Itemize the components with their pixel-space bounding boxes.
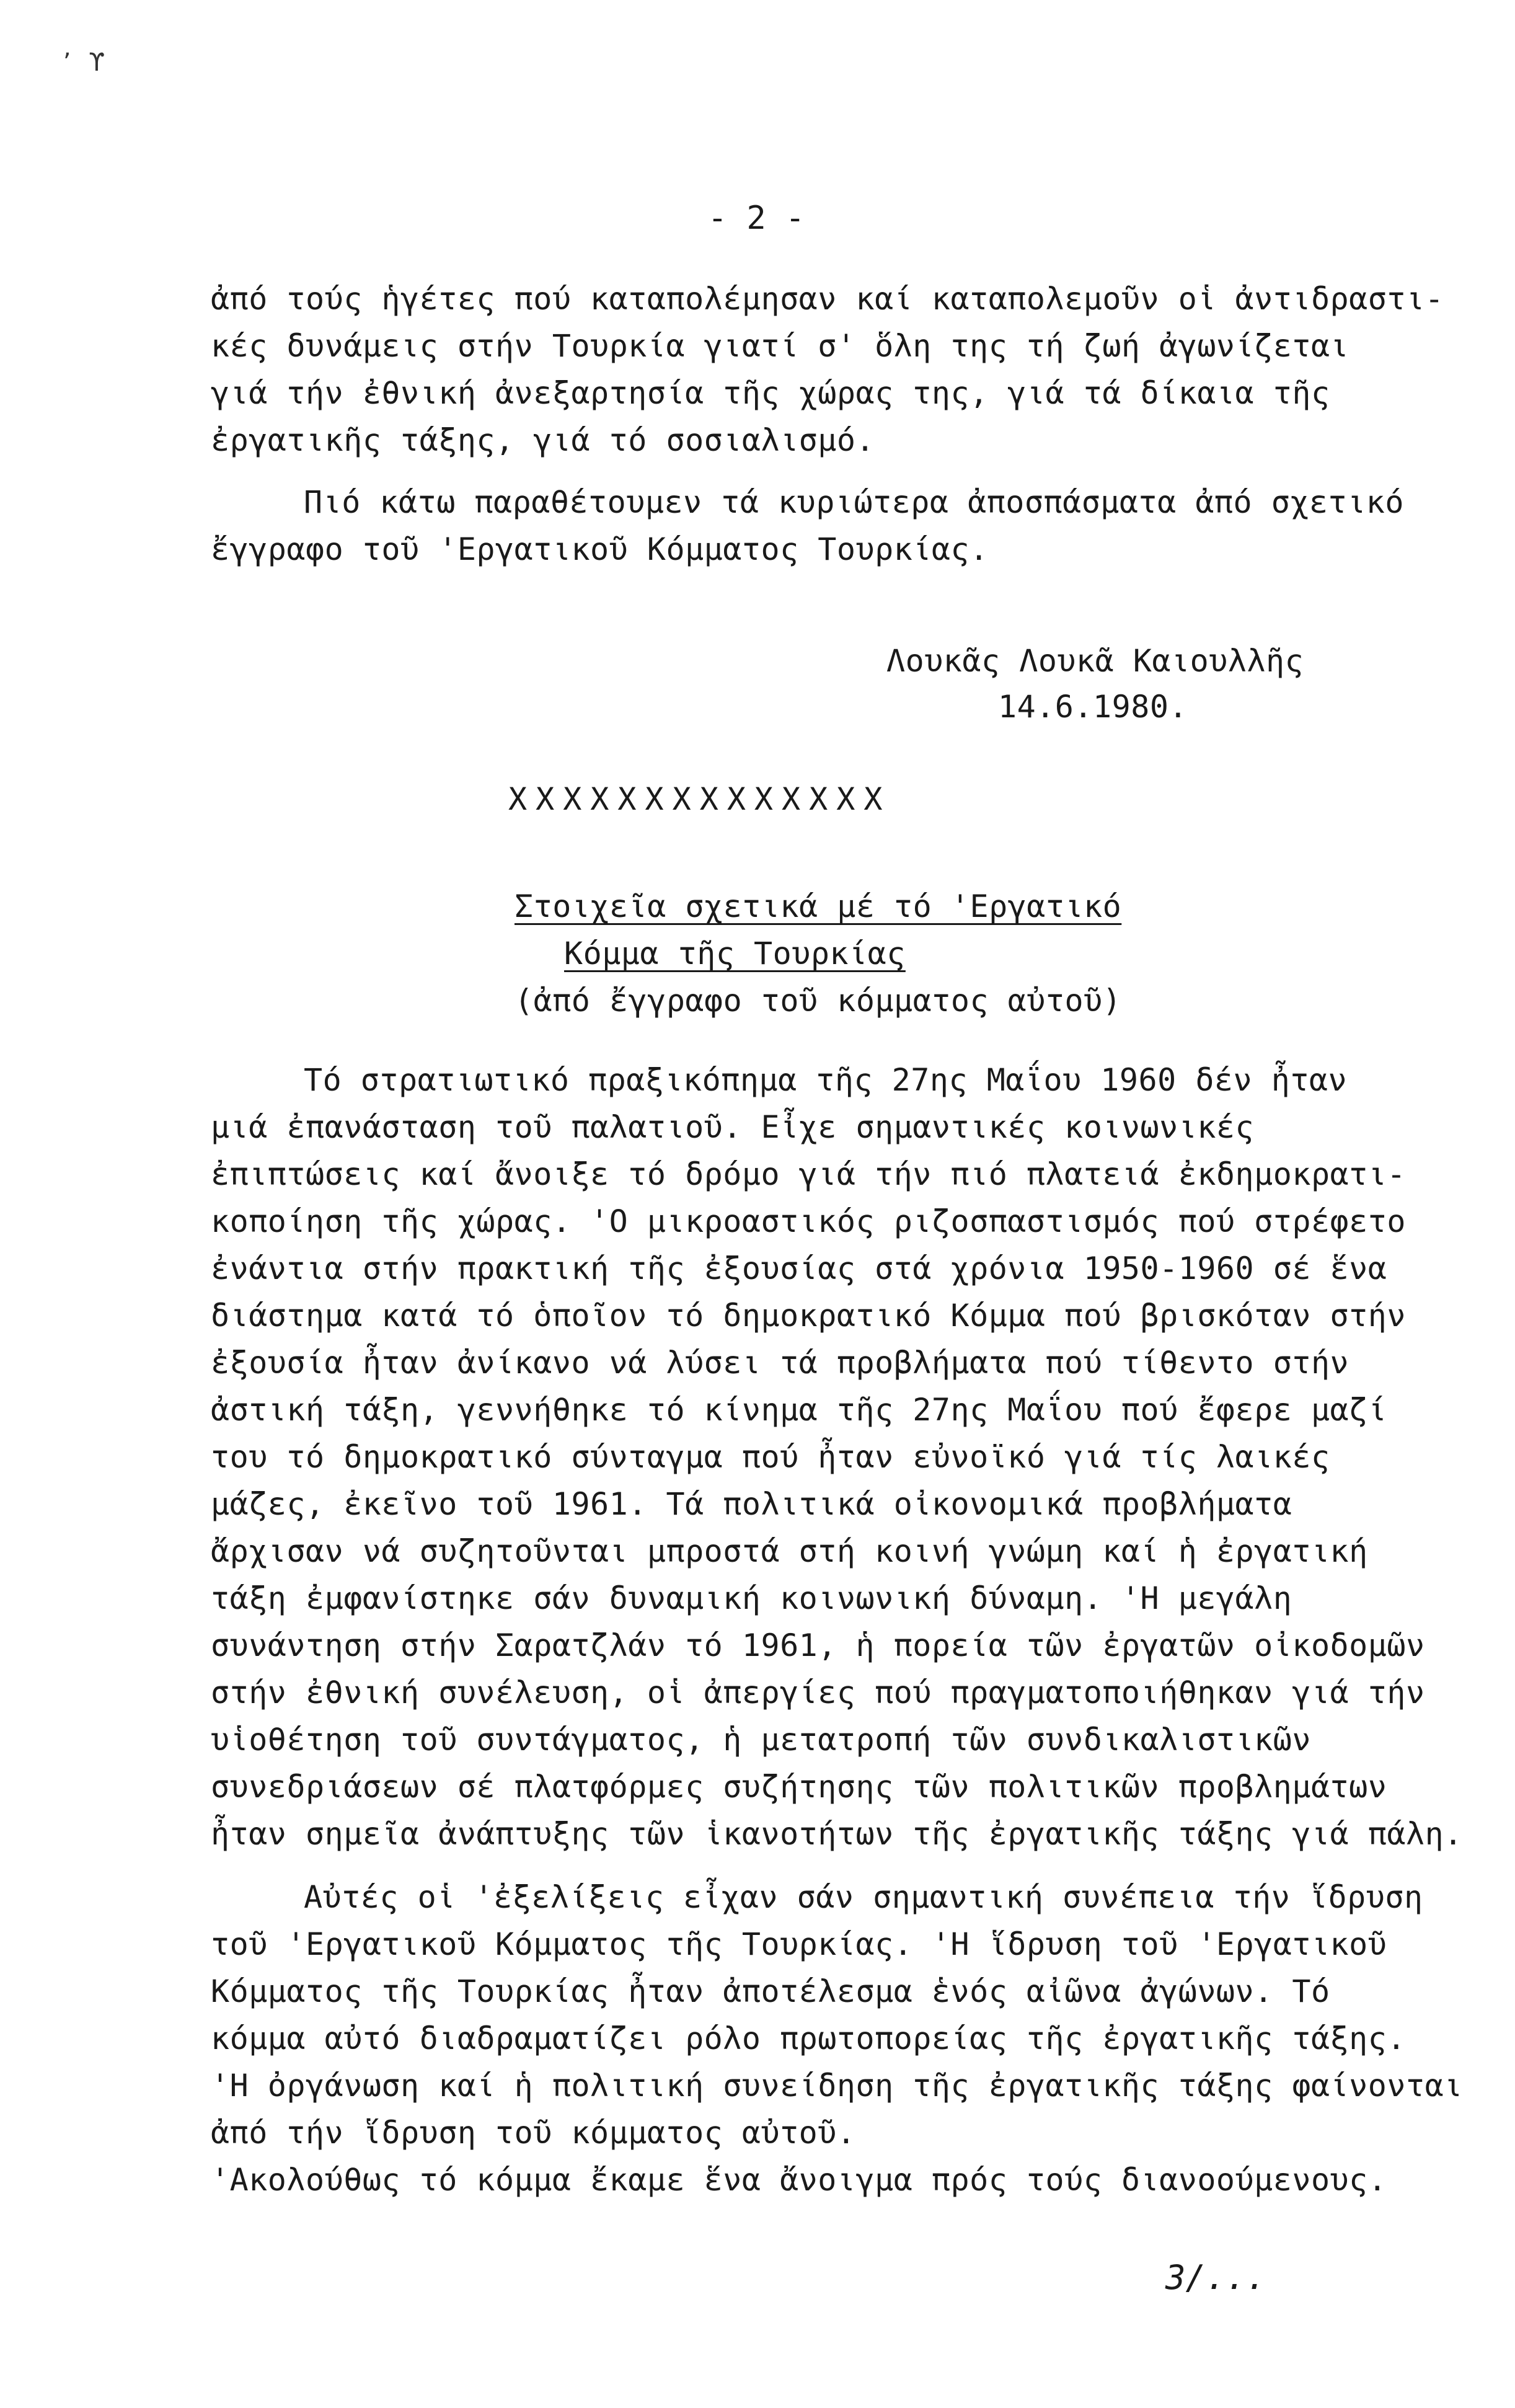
- section-title: Στοιχεῖα σχετικά μέ τό 'Εργατικό: [515, 888, 1122, 924]
- body-line: τοῦ 'Εργατικοῦ Κόμματος τῆς Τουρκίας. 'Η ἵδρυση τοῦ 'Εργατικοῦ: [211, 1926, 1387, 1962]
- body-line: ἐξουσία ἦταν ἀνίκανο νά λύσει τά προβλήματα πού τίθεντο στήν: [211, 1345, 1349, 1381]
- body-line: κοποίηση τῆς χώρας. 'Ο μικροαστικός ριζοσπαστισμός πού στρέφετο: [211, 1203, 1406, 1239]
- intro-line: ἐργατικῆς τάξης, γιά τό σοσιαλισμό.: [211, 422, 875, 458]
- intro-line: κές δυνάμεις στήν Τουρκία γιατί σ' ὅλη της τή ζωή ἀγωνίζεται: [211, 328, 1349, 364]
- body-line: Αὐτές οἱ 'ἐξελίξεις εἶχαν σάν σημαντική συνέπεια τήν ἵδρυση: [304, 1879, 1423, 1915]
- body-line: ἄρχισαν νά συζητοῦνται μπροστά στή κοινή γνώμη καί ἡ ἐργατική: [211, 1533, 1368, 1569]
- quote-note-line: ἔγγραφο τοῦ 'Εργατικοῦ Κόμματος Τουρκίας.: [211, 531, 989, 567]
- body-line: ἐνάντια στήν πρακτική τῆς ἐξουσίας στά χρόνια 1950-1960 σέ ἕνα: [211, 1250, 1387, 1286]
- signature-name: Λουκᾶς Λουκᾶ Καιουλλῆς: [886, 643, 1304, 679]
- body-line: συνεδριάσεων σέ πλατφόρμες συζήτησης τῶν πολιτικῶν προβλημάτων: [211, 1769, 1387, 1805]
- body-line: 'Ακολούθως τό κόμμα ἔκαμε ἕνα ἄνοιγμα πρός τούς διανοούμενους.: [211, 2162, 1387, 2198]
- body-line: Τό στρατιωτικό πραξικόπημα τῆς 27ης Μαΐου 1960 δέν ἦταν: [304, 1062, 1348, 1098]
- body-line: τάξη ἐμφανίστηκε σάν δυναμική κοινωνική δύναμη. 'Η μεγάλη: [211, 1580, 1292, 1616]
- body-line: υἱοθέτηση τοῦ συντάγματος, ἡ μετατροπή τῶν συνδικαλιστικῶν: [211, 1722, 1311, 1758]
- intro-line: γιά τήν ἐθνική ἀνεξαρτησία τῆς χώρας της, γιά τά δίκαια τῆς: [211, 375, 1330, 411]
- separator-line: XXXXXXXXXXXXXX: [508, 781, 891, 817]
- body-line: στήν ἐθνική συνέλευση, οἱ ἀπεργίες πού πραγματοποιήθηκαν γιά τήν: [211, 1675, 1425, 1711]
- quote-note-line: Πιό κάτω παραθέτουμεν τά κυριώτερα ἀποσπάσματα ἀπό σχετικό: [304, 484, 1404, 520]
- body-line: ἀστική τάξη, γεννήθηκε τό κίνημα τῆς 27ης Μαΐου πού ἔφερε μαζί: [211, 1392, 1387, 1428]
- body-line: του τό δημοκρατικό σύνταγμα πού ἦταν εὐνοϊκό γιά τίς λαικές: [211, 1439, 1330, 1475]
- section-title-line2: Κόμμα τῆς Τουρκίας: [564, 936, 906, 972]
- body-line: μάζες, ἐκεῖνο τοῦ 1961. Τά πολιτικά οἰκονομικά προβλήματα: [211, 1486, 1292, 1522]
- body-line: ἦταν σημεῖα ἀνάπτυξης τῶν ἱκανοτήτων τῆς ἐργατικῆς τάξης γιά πάλη.: [211, 1816, 1463, 1852]
- body-line: συνάντηση στήν Σαρατζλάν τό 1961, ἡ πορεία τῶν ἐργατῶν οἰκοδομῶν: [211, 1627, 1425, 1663]
- signature-date: 14.6.1980.: [998, 689, 1188, 725]
- intro-line: ἀπό τούς ἡγέτες πού καταπολέμησαν καί καταπολεμοῦν οἱ ἀντιδραστι-: [211, 281, 1444, 317]
- body-line: Κόμματος τῆς Τουρκίας ἦταν ἀποτέλεσμα ἑνός αἰῶνα ἀγώνων. Τό: [211, 1973, 1330, 2009]
- body-line: 'Η ὀργάνωση καί ἡ πολιτική συνείδηση τῆς ἐργατικῆς τάξης φαίνονται: [211, 2068, 1463, 2104]
- body-line: ἐπιπτώσεις καί ἄνοιξε τό δρόμο γιά τήν πιό πλατειά ἐκδημοκρατι-: [211, 1156, 1406, 1192]
- body-line: διάστημα κατά τό ὁποῖον τό δημοκρατικό Κόμμα πού βρισκόταν στήν: [211, 1298, 1406, 1334]
- continuation-marker: 3/...: [1165, 2258, 1266, 2297]
- page-number: - 2 -: [707, 200, 805, 237]
- body-line: μιά ἐπανάσταση τοῦ παλατιοῦ. Εἶχε σημαντικές κοινωνικές: [211, 1109, 1255, 1145]
- corner-marks: ٬ ϒ: [60, 48, 105, 77]
- section-subtitle: (ἀπό ἔγγραφο τοῦ κόμματος αὐτοῦ): [515, 983, 1122, 1019]
- body-line: κόμμα αὐτό διαδραματίζει ρόλο πρωτοπορείας τῆς ἐργατικῆς τάξης.: [211, 2021, 1406, 2056]
- body-line: ἀπό τήν ἵδρυση τοῦ κόμματος αὐτοῦ.: [211, 2115, 856, 2151]
